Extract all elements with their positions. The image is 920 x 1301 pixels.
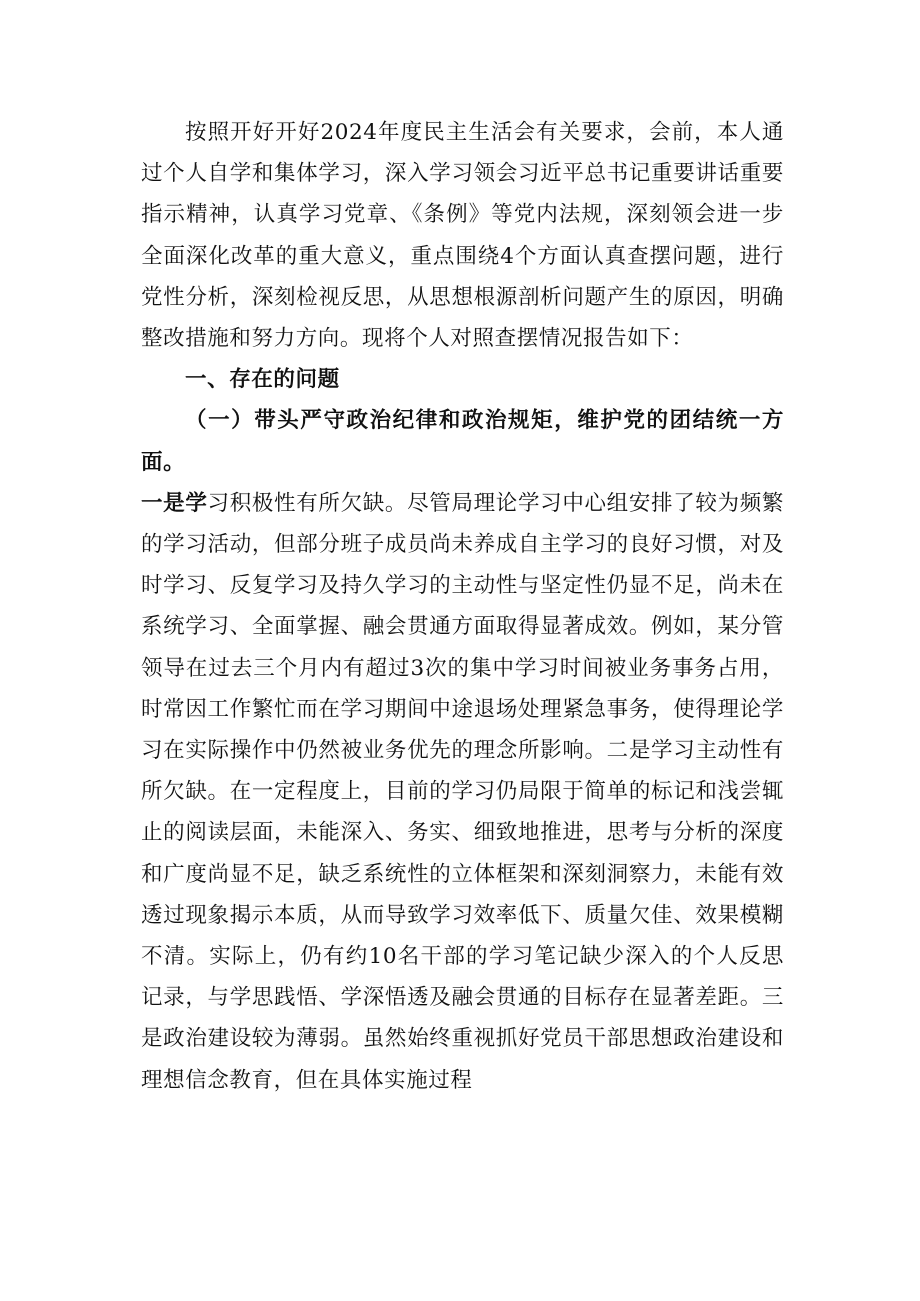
section-heading-problems: 一、存在的问题 [185, 367, 340, 393]
point-lead: 一是学 [141, 490, 208, 516]
intro-paragraph: 按照开好开好2024年度民主生活会有关要求，会前，本人通过个人自学和集体学习，深入学习领会习近平总书记重要讲话重要指示精神，认真学习党章、《条例》等党内法规，深刻领会进一步全面深化改革的重大意义，重点围绕4个方面认真查摆问题，进行党性分析，深刻检视反思，从思想根源剖析问题产生的原因，明确整改措施和努力方向。现将个人对照查摆情况报告如下： [141, 120, 784, 352]
subsection-paragraph [141, 400, 784, 482]
body-text: 习积极性有所欠缺。尽管局理论学习中心组安排了较为频繁的学习活动，但部分班子成员尚未养成自主学习的良好习惯，对及时学习、反复学习及持久学习的主动性与坚定性仍显不足，尚未在系统学习、全面掌握、融会贯通方面取得显著成效。例如，某分管领导在过去三个月内有超过3次的集中学习时间被业务事务占用，时常因工作繁忙而在学习期间中途退场处理紧急事务，使得理论学习在实际操作中仍然被业务优先的理念所影响。二是学习主动性有所欠缺。在一定程度上，目前的学习仍局限于简单的标记和浅尝辄止的阅读层面，未能深入、务实、细致地推进，思考与分析的深度和广度尚显不足，缺乏系统性的立体框架和深刻洞察力，未能有效透过现象揭示本质，从而导致学习效率低下、质量欠佳、效果模糊不清。实际上，仍有约10名干部的学习笔记缺少深入的个人反思记录，与学思践悟、学深悟透及融会贯通的目标存在显著差距。三是政治建设较为薄弱。虽然始终重视抓好党员干部思想政治建设和理想信念教育，但在具体实施过程 [141, 490, 784, 1093]
subsection-heading: （一）带头严守政治纪律和政治规矩，维护党的团结统一方面。 [141, 408, 784, 475]
body-paragraph [141, 483, 784, 1101]
